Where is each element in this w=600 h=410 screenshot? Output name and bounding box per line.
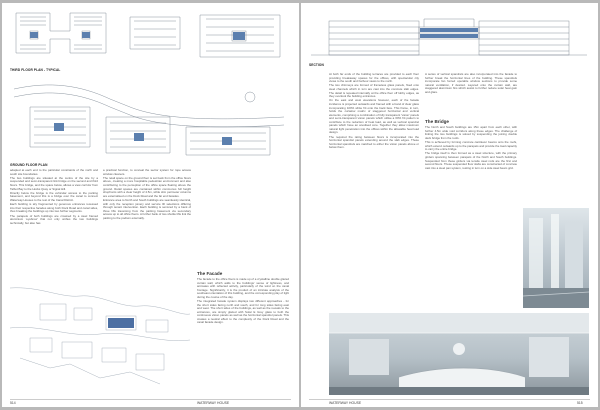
paragraph: This is achieved by forming concrete cantilever beams onto the roofs, which extend outwards up to the parapets and provide the load capacity to carry the entire bridge. <box>425 139 517 152</box>
right-text-column-1 <box>329 73 419 151</box>
reception-photo-bottom <box>329 313 589 395</box>
lobby-photo-top-shapes <box>523 208 589 308</box>
paragraph: Entrance area to North and South buildings are seamlessly identical, with only the reception joinery and service lift selections differing through tenant intervention. Each building is serviced by a bank of three lifts traversing from the parking basement via secondary access up to all office floors. A further bank of two shuttle lifts link the parking to the podium externally. <box>103 197 191 220</box>
reception-photo-shapes <box>329 313 589 395</box>
third-floor-caption: THIRD FLOOR PLAN - TYPICAL <box>10 68 61 72</box>
section-caption: SECTION <box>309 63 324 67</box>
paragraph: Each building is sky fragmented by generous entrances recessed into their respective facades along both Dock Road and canal sides, thus breaking the buildings up into two further segments. <box>10 202 98 214</box>
paragraph: a practical function, to conceal the sector system for rope access window cleaners. <box>103 168 191 176</box>
left-running-title: WATERWAY HOUSE <box>197 401 230 405</box>
paragraph: The two chimneys are formed of frameless glass panels, fixed onto steel channels which in turn are cast into the concrete slab edges. The detail is repeated internally at the office floor off lobby edges, as they overlook the building entrances. <box>329 83 419 99</box>
bridge-heading: The Bridge <box>425 119 449 124</box>
left-page <box>2 3 299 407</box>
facade-heading: The Facade <box>197 271 223 276</box>
right-page <box>301 3 598 407</box>
paragraph: On the east and west elevations however, each of the facade incidence is projected outwards and framed with a band of clear glass incorporating 100% white frit onto the back face. This frame, in turn, holds the curtainw matrix of staggered horizontal and vertical elements, comprising a combination of fully transparent 'vision' panels and semi-transparent vision panels which utilise a 60% frit pattern to contribute to the reduction of heat load, as well as vertical spandrel panels which have an anodised core. Together they allow maximum natural light penetration into the offices within the allowable heat load design. <box>329 98 419 135</box>
lobby-photo-top <box>523 208 589 308</box>
left-text-column-1 <box>10 169 98 226</box>
section-drawing <box>309 13 589 61</box>
bridge-text-column <box>425 126 517 171</box>
third-floor-plan-drawing <box>10 9 290 67</box>
right-running-title: WATERWAY HOUSE <box>329 401 362 405</box>
paragraph: The facade to the office floors is made up of a crystalline double glazed curtain wall, which adds to the buildings' sense of lightness, and animates with reflected activity, particularly of the wind on the canal frontage. Significantly, it is the product of an intricate analysis of the southeast orientation of this building, and the corresponding play of light during the course of the day. <box>197 277 289 299</box>
paragraph: Directly below the bridge is the vehicular access to the parking basement, and beyond this is a bridge over the canal to connect Waterway Houses to the rest of the Canal District. <box>10 190 98 202</box>
footer-rule <box>309 399 590 400</box>
right-page-number: 515 <box>577 401 583 405</box>
site-plan-drawing <box>10 268 190 396</box>
ground-floor-caption: GROUND FLOOR PLAN <box>10 163 48 167</box>
paragraph: The integrated facade system displays two different approaches - for the short sides facing north and south, and for long sides facing east and west. The short sides of the buildings, as well as the reveals to the entrances, are simply glazed with Solar E Grey glass to both the continuous vision panels as well as the horizontal spandrel panels. This creates a neutral effect to the complexity of the Dock Road and the canal facade design. <box>197 299 289 325</box>
paragraph: The retail space on the ground floor is set back from the office floors above, creating a more hospitable pedestrian environment and also contributing to the perception of the office space floating above the ground. Retail spaces are contained within commonus full height shopfronts with a clear height of 4.5m, while slim perimeter columns are externalised on the Dock Road and the far end facades. <box>103 175 191 198</box>
paragraph: adapted at each end to the particular constraints of the north and south site boundaries. <box>10 168 98 176</box>
footer-rule <box>10 399 291 400</box>
right-text-column-2 <box>425 73 517 95</box>
paragraph: The two buildings are situated at the centre of the site by a suspended and semi-transparent link bridge on the second and third floors. This bridge, and the space below, allows a view corridor from Talbot Bay to the Hocks Quay or Signal Hill. <box>10 175 98 191</box>
paragraph: At both far ends of the building terraces are provided to each floor providing breakaway spaces for the offices, with spectacular city views to the south and harbour views to the north. <box>329 72 419 84</box>
paragraph: The parapets of both buildings are crowned by a steel framed aluminium 'eyebrow' that not only unifies the two buildings technically, but also has <box>10 213 98 225</box>
paragraph: A series of vertical spandrels are also incorporated into the facade to further break the horizontal lines of the building. These spandrels incorporate fan forced operable window sections to provide some natural ventilation, if desired. Layered onto the curtain wall, are staggered aluminium fins which assist to further reduce solar heat gain and glare. <box>425 72 517 94</box>
paragraph: The North and South buildings are 15m apart from each other, with further 4.5m wide void corridors along these edges. The challenge of linking the two buildings is solved by suspending the joining double deck bridge from the roofs. <box>425 125 517 140</box>
left-text-column-2 <box>103 169 191 221</box>
paragraph: The required fire rating between floors is incorporated into the horizontal spandrel panels extending around the slab edges. These horizontal spandrels are matched to either the vision panels above or below them. <box>329 134 419 150</box>
facade-text-column <box>197 278 289 326</box>
paragraph: The bridge itself is then formed as a steel structure, with the primary girders spanning between parapets of the North and South buildings. Suspended from these girders via tensile steel rods are the first and second floors. These suspended floor slabs are constructed of concrete cast into a steel pan system, resting in turn on a side steel beam grid. <box>425 151 517 170</box>
left-page-number: 514 <box>10 401 16 405</box>
ground-floor-plan-drawing <box>10 77 290 159</box>
